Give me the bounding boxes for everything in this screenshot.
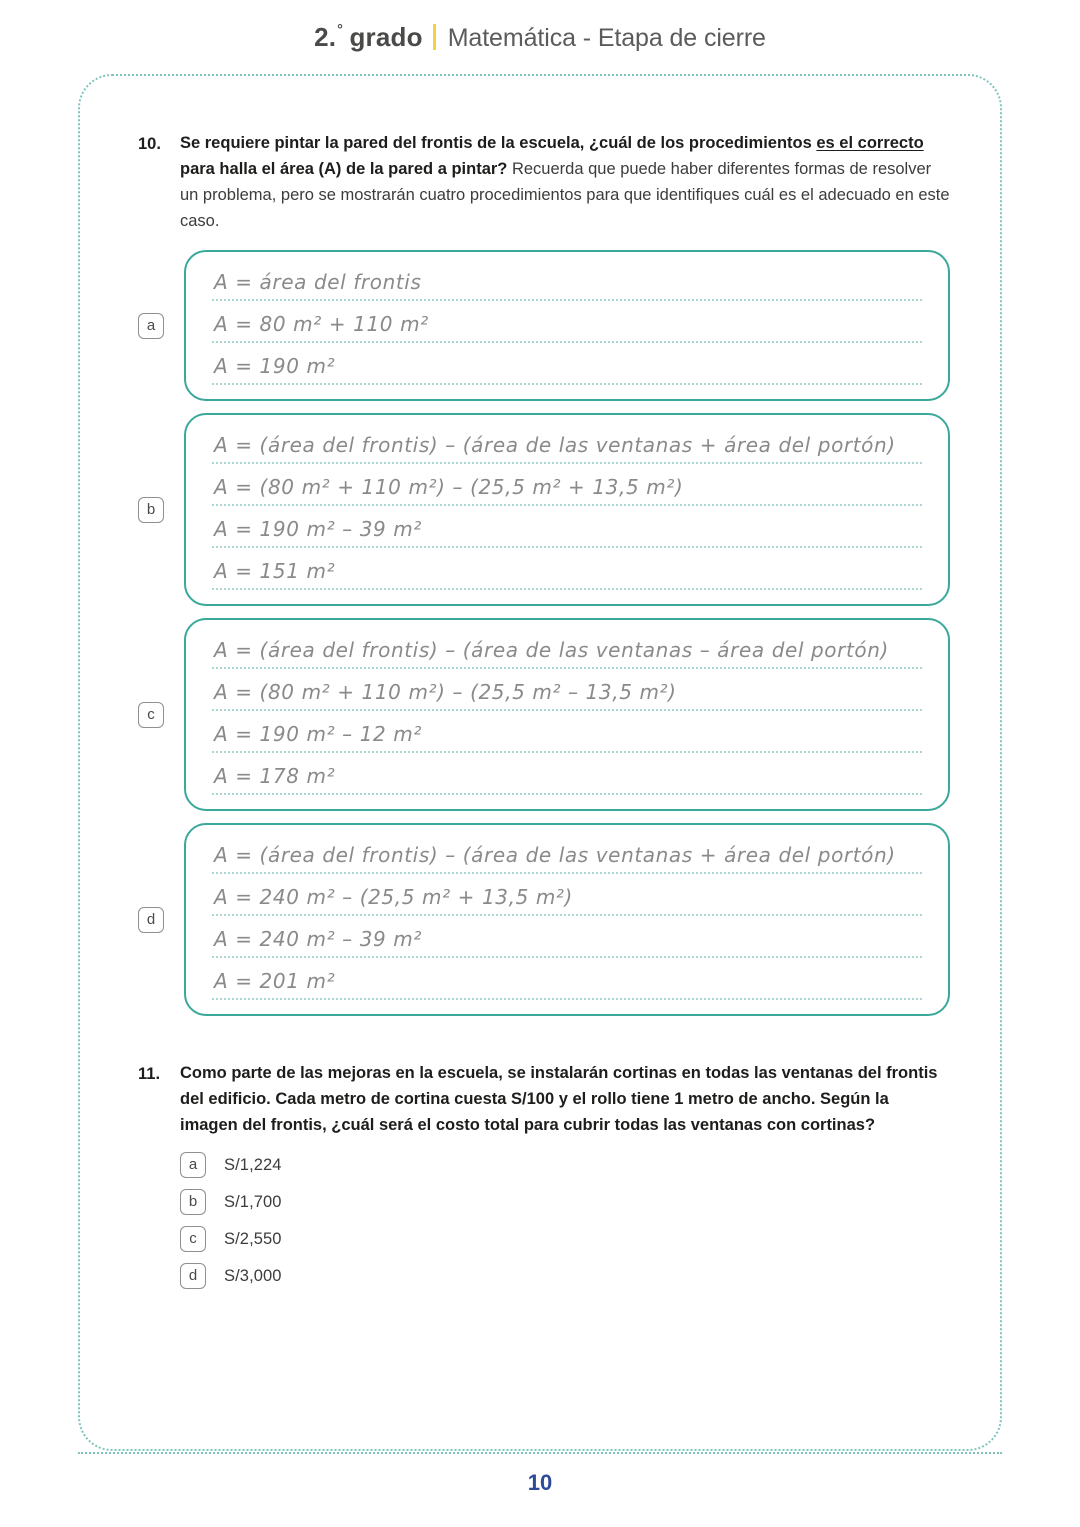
page-content [138, 130, 950, 1300]
question-10-bold-part-2: para halla el área (A) de la pared a pintar? [180, 160, 508, 178]
answer-label-a: S/1,224 [224, 1155, 282, 1174]
page-number: 10 [527, 1470, 553, 1495]
question-11-options [180, 1152, 950, 1289]
question-11-bold-text: Como parte de las mejoras en la escuela, se instalarán cortinas en todas las ventanas del frontis del edificio. Cada metro de cortina cuesta S/100 y el rollo tiene 1 metro de ancho. Según la imagen del frontis, ¿cuál será el costo total para cubrir todas las ventanas con cortinas? [180, 1064, 938, 1134]
procedure-line: A = 178 m² [212, 762, 922, 795]
answer-badge-d[interactable]: d [180, 1263, 206, 1289]
answer-label-b: S/1,700 [224, 1192, 282, 1211]
procedure-line: A = 151 m² [212, 557, 922, 590]
answer-option-d[interactable] [180, 1263, 950, 1289]
procedure-line: A = 240 m² – (25,5 m² + 13,5 m²) [212, 883, 922, 916]
option-row-a[interactable] [138, 250, 950, 401]
header-separator-bar [433, 24, 436, 50]
procedure-line: A = (80 m² + 110 m²) – (25,5 m² – 13,5 m²) [212, 678, 922, 711]
question-10-regular-part: Recuerda que puede haber diferentes formas de resolver un problema, pero se mostrarán cuatro procedimientos para que identifiques cuál es el adecuado en este caso. [180, 160, 950, 230]
procedure-line: A = (área del frontis) – (área de las ventanas + área del portón) [212, 841, 922, 874]
procedure-box-d[interactable] [184, 823, 950, 1016]
answer-option-a[interactable] [180, 1152, 950, 1178]
answer-label-c: S/2,550 [224, 1229, 282, 1248]
question-11-number: 11. [138, 1065, 161, 1083]
question-10 [138, 130, 950, 234]
answer-label-d: S/3,000 [224, 1266, 282, 1285]
header-grade-word: grado [349, 22, 423, 52]
question-11 [138, 1060, 950, 1138]
question-10-text [180, 130, 950, 234]
procedure-line: A = 240 m² – 39 m² [212, 925, 922, 958]
header-grade-number: 2. [314, 22, 337, 52]
answer-option-c[interactable] [180, 1226, 950, 1252]
page-header [0, 22, 1080, 53]
procedure-box-b[interactable] [184, 413, 950, 606]
answer-badge-c[interactable]: c [180, 1226, 206, 1252]
procedure-line: A = (área del frontis) – (área de las ventanas + área del portón) [212, 431, 922, 464]
option-row-c[interactable] [138, 618, 950, 811]
answer-badge-b[interactable]: b [180, 1189, 206, 1215]
option-badge-c[interactable]: c [138, 702, 164, 728]
question-10-bold-part-1: Se requiere pintar la pared del frontis de la escuela, ¿cuál de los procedimientos [180, 134, 817, 152]
procedure-line: A = (área del frontis) – (área de las ventanas – área del portón) [212, 636, 922, 669]
answer-badge-a[interactable]: a [180, 1152, 206, 1178]
procedure-line: A = 201 m² [212, 967, 922, 1000]
question-10-underlined-part: es el correcto [816, 134, 924, 152]
option-row-b[interactable] [138, 413, 950, 606]
procedure-line: A = 190 m² [212, 352, 922, 385]
procedure-line: A = 80 m² + 110 m² [212, 310, 922, 343]
option-badge-d[interactable]: d [138, 907, 164, 933]
header-grade [314, 22, 423, 52]
procedure-box-c[interactable] [184, 618, 950, 811]
procedure-line: A = área del frontis [212, 268, 922, 301]
answer-option-b[interactable] [180, 1189, 950, 1215]
degree-symbol: ° [337, 21, 344, 38]
option-badge-a[interactable]: a [138, 313, 164, 339]
option-badge-b[interactable]: b [138, 497, 164, 523]
question-11-text [180, 1060, 950, 1138]
procedure-line: A = 190 m² – 12 m² [212, 720, 922, 753]
footer-divider [78, 1452, 1002, 1454]
procedure-line: A = 190 m² – 39 m² [212, 515, 922, 548]
header-subject: Matemática - Etapa de cierre [447, 24, 766, 52]
question-10-number: 10. [138, 135, 161, 153]
option-row-d[interactable] [138, 823, 950, 1016]
procedure-box-a[interactable] [184, 250, 950, 401]
question-10-options [138, 250, 950, 1016]
procedure-line: A = (80 m² + 110 m²) – (25,5 m² + 13,5 m²) [212, 473, 922, 506]
